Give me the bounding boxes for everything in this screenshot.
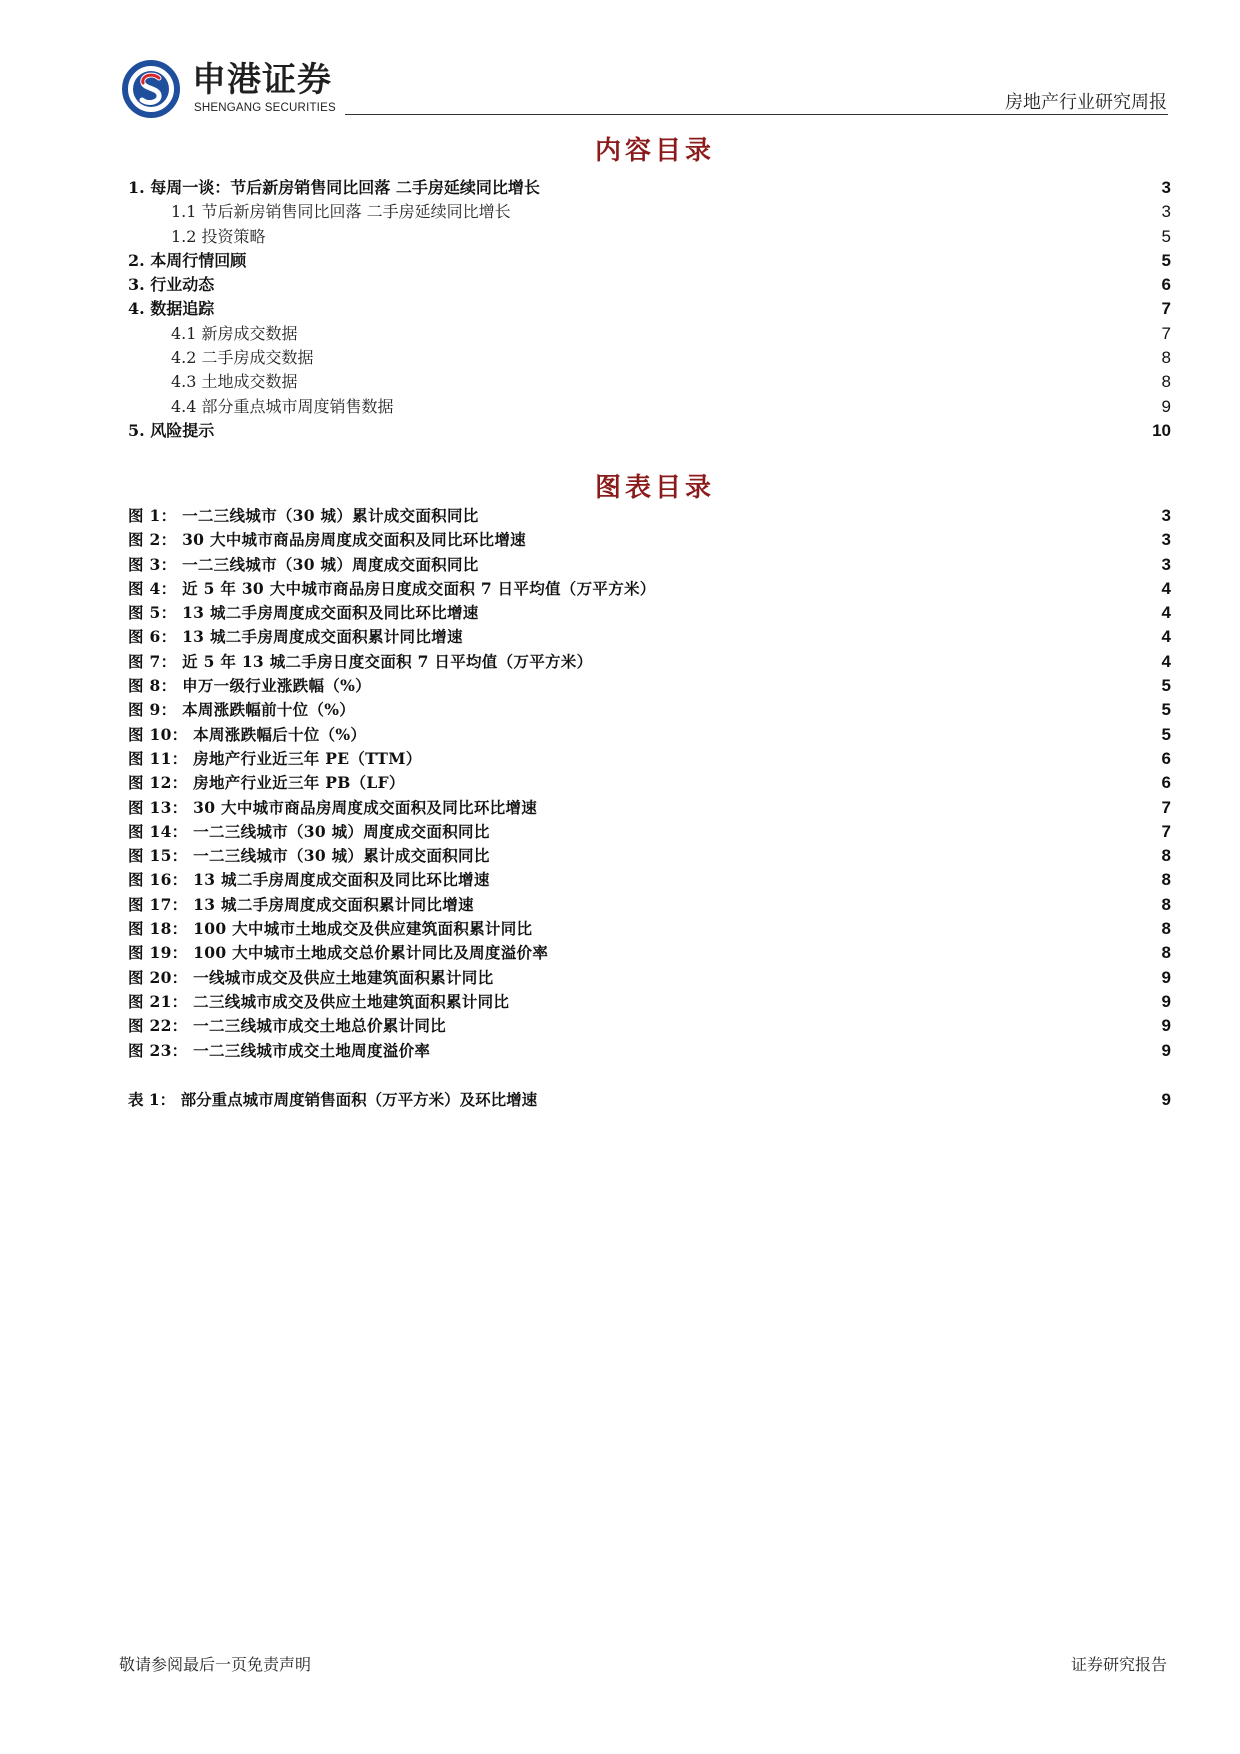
toc-entry-page: 5 xyxy=(1161,250,1171,270)
figures-title: 图表目录 xyxy=(594,473,715,503)
toc-entry[interactable] xyxy=(128,553,1171,577)
toc-entry[interactable] xyxy=(128,176,1171,200)
toc-entry[interactable] xyxy=(128,893,1171,917)
toc-entry[interactable] xyxy=(128,917,1171,941)
toc-entry-label: 图 23： 一二三线城市成交土地周度溢价率 xyxy=(128,1040,431,1060)
toc-entry[interactable] xyxy=(128,650,1171,674)
tables-list xyxy=(128,1088,1171,1112)
toc-entry-page: 5 xyxy=(1161,700,1171,720)
toc-entry-label: 图 22： 一二三线城市成交土地总价累计同比 xyxy=(128,1016,446,1036)
toc-entry-page: 5 xyxy=(1161,226,1171,246)
toc-entry-page: 8 xyxy=(1161,943,1171,963)
toc-entry-page: 3 xyxy=(1161,202,1171,222)
toc-entry[interactable] xyxy=(128,395,1171,419)
toc-entry-page: 4 xyxy=(1161,578,1171,598)
footer-report-label: 证券研究报告 xyxy=(1070,1655,1167,1674)
toc-entry-label: 图 21： 二三线城市成交及供应土地建筑面积累计同比 xyxy=(128,991,510,1011)
toc-entry[interactable] xyxy=(128,297,1171,321)
toc-list xyxy=(128,176,1171,443)
toc-entry[interactable] xyxy=(128,273,1171,297)
toc-entry-label: 1.2 投资策略 xyxy=(171,226,266,246)
toc-entry-label: 1.1 节后新房销售同比回落 二手房延续同比增长 xyxy=(171,202,511,222)
toc-entry-page: 7 xyxy=(1161,323,1171,343)
toc-entry[interactable] xyxy=(128,419,1171,443)
toc-entry[interactable] xyxy=(128,577,1171,601)
toc-entry[interactable] xyxy=(128,370,1171,394)
toc-entry-label: 3. 行业动态 xyxy=(128,275,215,295)
toc-title: 内容目录 xyxy=(594,136,715,166)
toc-entry-page: 5 xyxy=(1161,724,1171,744)
toc-entry[interactable] xyxy=(128,941,1171,965)
toc-entry-page: 6 xyxy=(1161,773,1171,793)
toc-entry-label: 图 16： 13 城二手房周度成交面积及同比环比增速 xyxy=(128,870,490,890)
toc-entry-label: 图 3： 一二三线城市（30 城）周度成交面积同比 xyxy=(128,554,479,574)
toc-entry-page: 7 xyxy=(1161,821,1171,841)
page-header xyxy=(0,0,1240,125)
toc-entry-page: 8 xyxy=(1161,846,1171,866)
toc-entry-page: 8 xyxy=(1161,348,1171,368)
toc-entry-page: 9 xyxy=(1161,1090,1171,1109)
toc-entry[interactable] xyxy=(128,249,1171,273)
toc-entry[interactable] xyxy=(128,698,1171,722)
toc-entry-page: 9 xyxy=(1161,1016,1171,1036)
toc-entry-page: 3 xyxy=(1161,506,1171,525)
toc-entry-label: 4.2 二手房成交数据 xyxy=(171,348,314,368)
toc-entry-label: 图 20： 一线城市成交及供应土地建筑面积累计同比 xyxy=(128,967,494,987)
toc-entry-label: 图 4： 近 5 年 30 大中城市商品房日度成交面积 7 日平均值（万平方米） xyxy=(128,578,656,598)
header-divider xyxy=(345,114,1168,115)
toc-entry-label: 图 1： 一二三线城市（30 城）累计成交面积同比 xyxy=(128,506,479,525)
toc-entry[interactable] xyxy=(128,1039,1171,1063)
toc-entry[interactable] xyxy=(128,771,1171,795)
toc-entry-page: 8 xyxy=(1161,372,1171,392)
toc-entry[interactable] xyxy=(128,868,1171,892)
toc-entry-label: 5. 风险提示 xyxy=(128,420,215,440)
toc-entry-label: 图 10： 本周涨跌幅后十位（%） xyxy=(128,724,367,744)
toc-entry-label: 图 15： 一二三线城市（30 城）累计成交面积同比 xyxy=(128,846,490,866)
toc-entry-label: 图 2： 30 大中城市商品房周度成交面积及同比环比增速 xyxy=(128,530,526,550)
toc-entry[interactable] xyxy=(128,322,1171,346)
brand-name-en: SHENGANG SECURITIES xyxy=(194,102,336,114)
toc-entry[interactable] xyxy=(128,844,1171,868)
toc-entry-page: 3 xyxy=(1161,530,1171,550)
toc-entry-label: 图 17： 13 城二手房周度成交面积累计同比增速 xyxy=(128,894,474,914)
toc-entry[interactable] xyxy=(128,1014,1171,1038)
toc-entry[interactable] xyxy=(128,225,1171,249)
toc-entry[interactable] xyxy=(128,990,1171,1014)
brand-name-cn: 申港证券 xyxy=(192,60,332,100)
toc-entry-page: 8 xyxy=(1161,919,1171,939)
toc-entry-page: 6 xyxy=(1161,748,1171,768)
toc-entry[interactable] xyxy=(128,200,1171,224)
toc-entry-page: 8 xyxy=(1161,870,1171,890)
toc-entry-page: 9 xyxy=(1161,396,1171,416)
toc-entry-page: 9 xyxy=(1161,967,1171,987)
toc-entry-label: 2. 本周行情回顾 xyxy=(128,250,247,270)
report-type: 房地产行业研究周报 xyxy=(1005,92,1167,113)
toc-entry[interactable] xyxy=(128,346,1171,370)
toc-entry-label: 图 8： 申万一级行业涨跌幅（%） xyxy=(128,676,371,696)
toc-entry-label: 4.3 土地成交数据 xyxy=(171,372,298,392)
toc-entry-label: 4.4 部分重点城市周度销售数据 xyxy=(171,396,394,416)
figures-list xyxy=(128,504,1171,1063)
toc-entry-label: 1. 每周一谈：节后新房销售同比回落 二手房延续同比增长 xyxy=(128,178,540,197)
toc-entry-label: 4.1 新房成交数据 xyxy=(171,323,298,343)
shengang-logo-icon xyxy=(122,60,180,118)
toc-entry-label: 图 6： 13 城二手房周度成交面积累计同比增速 xyxy=(128,627,463,647)
toc-entry-page: 7 xyxy=(1161,797,1171,817)
toc-entry-page: 4 xyxy=(1161,603,1171,623)
toc-entry[interactable] xyxy=(128,625,1171,649)
toc-entry-page: 3 xyxy=(1161,554,1171,574)
toc-entry-label: 图 19： 100 大中城市土地成交总价累计同比及周度溢价率 xyxy=(128,943,549,963)
toc-entry-page: 4 xyxy=(1161,651,1171,671)
toc-entry-page: 8 xyxy=(1161,894,1171,914)
toc-entry[interactable] xyxy=(128,601,1171,625)
toc-entry-label: 图 9： 本周涨跌幅前十位（%） xyxy=(128,700,356,720)
toc-entry[interactable] xyxy=(128,674,1171,698)
toc-entry[interactable] xyxy=(128,723,1171,747)
toc-entry-page: 7 xyxy=(1161,299,1171,319)
toc-entry[interactable] xyxy=(128,820,1171,844)
toc-entry-page: 4 xyxy=(1161,627,1171,647)
toc-entry-label: 图 18： 100 大中城市土地成交及供应建筑面积累计同比 xyxy=(128,919,533,939)
toc-entry[interactable] xyxy=(128,1088,1171,1112)
toc-entry-page: 5 xyxy=(1161,676,1171,696)
toc-entry[interactable] xyxy=(128,504,1171,528)
toc-entry-label: 表 1： 部分重点城市周度销售面积（万平方米）及环比增速 xyxy=(128,1090,538,1109)
toc-entry-label: 4. 数据追踪 xyxy=(128,299,215,319)
toc-entry-label: 图 13： 30 大中城市商品房周度成交面积及同比环比增速 xyxy=(128,797,538,817)
toc-entry-page: 3 xyxy=(1161,178,1171,197)
toc-entry-page: 9 xyxy=(1161,991,1171,1011)
toc-entry-page: 10 xyxy=(1152,420,1171,440)
toc-entry-label: 图 14： 一二三线城市（30 城）周度成交面积同比 xyxy=(128,821,490,841)
toc-entry[interactable] xyxy=(128,796,1171,820)
toc-entry-label: 图 5： 13 城二手房周度成交面积及同比环比增速 xyxy=(128,603,479,623)
toc-entry-label: 图 11： 房地产行业近三年 PE（TTM） xyxy=(128,748,422,768)
toc-entry-page: 9 xyxy=(1161,1040,1171,1060)
toc-entry-label: 图 12： 房地产行业近三年 PB（LF） xyxy=(128,773,405,793)
toc-entry-label: 图 7： 近 5 年 13 城二手房日度交面积 7 日平均值（万平方米） xyxy=(128,651,593,671)
toc-entry-page: 6 xyxy=(1161,275,1171,295)
footer-disclaimer: 敬请参阅最后一页免责声明 xyxy=(119,1655,312,1674)
toc-entry[interactable] xyxy=(128,528,1171,552)
toc-entry[interactable] xyxy=(128,747,1171,771)
toc-entry[interactable] xyxy=(128,966,1171,990)
